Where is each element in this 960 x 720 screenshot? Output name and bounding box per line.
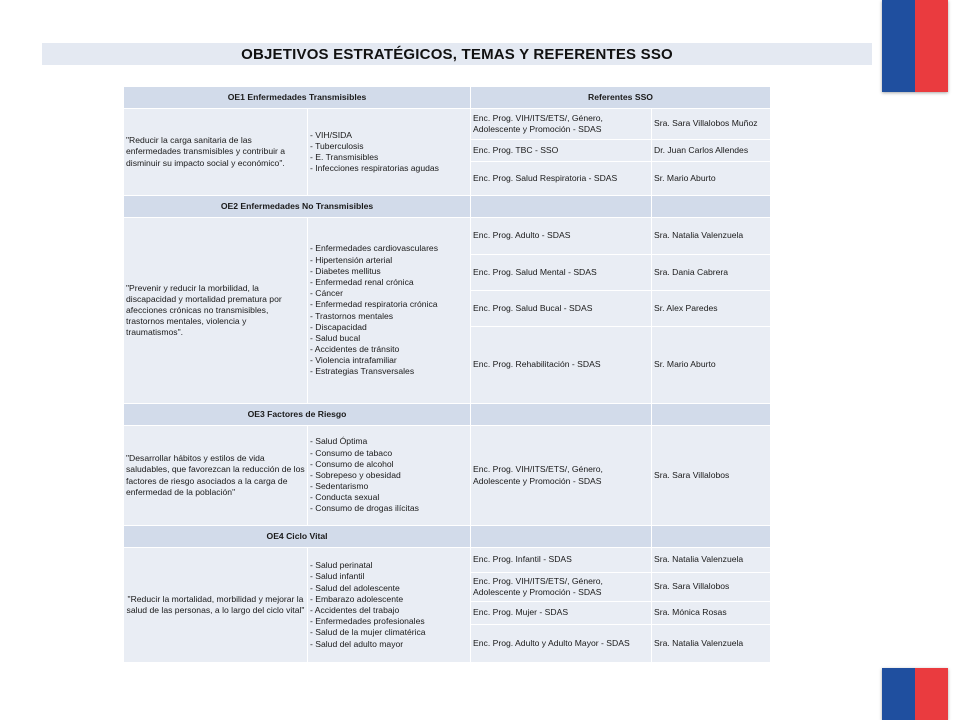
topic-item: - Enfermedades cardiovasculares <box>310 243 439 254</box>
topic-item: - Accidentes del trabajo <box>310 605 400 615</box>
person-cell: Dr. Juan Carlos Allendes <box>652 140 771 162</box>
topic-item: - Enfermedades profesionales <box>310 616 425 627</box>
referents-header: Referentes SSO <box>471 87 771 109</box>
program-cell: Enc. Prog. TBC - SSO <box>471 140 652 162</box>
table-row <box>124 426 771 526</box>
topic-item: - Salud bucal <box>310 332 361 343</box>
person-cell: Sra. Dania Cabrera <box>652 255 771 291</box>
section-header-row <box>124 196 771 218</box>
topic-item: - Tuberculosis <box>310 140 364 151</box>
topic-item: - Discapacidad <box>310 321 367 332</box>
topic-item: - Violencia intrafamiliar <box>310 355 397 366</box>
person-cell: Sr. Mario Aburto <box>652 162 771 196</box>
topic-item: - Cáncer <box>310 288 343 299</box>
table-row <box>124 548 771 573</box>
topic-item: - Enfermedad renal crónica <box>310 276 414 287</box>
person-cell: Sra. Sara Villalobos <box>652 426 771 526</box>
person-cell: Sr. Mario Aburto <box>652 327 771 404</box>
page-title: OBJETIVOS ESTRATÉGICOS, TEMAS Y REFERENTES SSO <box>241 45 673 63</box>
topic-item: - Consumo de drogas ilícitas <box>310 503 419 514</box>
topic-item: - Embarazo adolescente <box>310 593 404 604</box>
title-bar <box>42 43 872 65</box>
topic-item: - Diabetes mellitus <box>310 265 381 276</box>
topics-oe4 <box>308 548 471 663</box>
topic-item: - Trastornos mentales <box>310 310 394 321</box>
flag-logo-top <box>882 0 948 92</box>
section-header-oe4: OE4 Ciclo Vital <box>124 526 471 548</box>
topic-item: - VIH/SIDA <box>310 129 353 140</box>
section-header-row <box>124 87 771 109</box>
section-header-row <box>124 404 771 426</box>
topics-oe1 <box>308 109 471 196</box>
topic-item: - Salud Óptima <box>310 436 368 447</box>
topic-item: - Accidentes de tránsito <box>310 344 400 355</box>
program-cell: Enc. Prog. Infantil - SDAS <box>471 548 652 573</box>
person-cell: Sra. Natalia Valenzuela <box>652 218 771 255</box>
topic-item: - E. Transmisibles <box>310 152 379 162</box>
person-cell: Sra. Mónica Rosas <box>652 602 771 625</box>
objective-oe3: "Desarrollar hábitos y estilos de vida saludables, que favorezcan la reducción de los factores de riesgo asociados a la carga de enfermedad de la población" <box>124 426 308 526</box>
program-cell: Enc. Prog. VIH/ITS/ETS/, Género, Adolescente y Promoción - SDAS <box>471 426 652 526</box>
topic-item: - Consumo de alcohol <box>310 458 394 469</box>
program-cell: Enc. Prog. Adulto y Adulto Mayor - SDAS <box>471 625 652 663</box>
program-cell: Enc. Prog. Salud Mental - SDAS <box>471 255 652 291</box>
topics-oe2 <box>308 218 471 404</box>
flag-logo-bottom <box>882 668 948 720</box>
objective-oe1: "Reducir la carga sanitaria de las enfermedades transmisibles y contribuir a disminuir su impacto social y económico". <box>124 109 308 196</box>
topic-item: - Salud perinatal <box>310 560 373 571</box>
objective-oe2: "Prevenir y reducir la morbilidad, la discapacidad y mortalidad prematura por afecciones crónicas no transmisibles, trastornos mentales, violencia y traumatismos". <box>124 218 308 404</box>
topic-item: - Sedentarismo <box>310 481 369 492</box>
objectives-table <box>123 86 771 663</box>
table-row <box>124 109 771 140</box>
topic-item: - Enfermedad respiratoria crónica <box>310 299 438 310</box>
objective-oe4: "Reducir la mortalidad, morbilidad y mejorar la salud de las personas, a lo largo del ciclo vital" <box>124 548 308 663</box>
section-header-row <box>124 526 771 548</box>
program-cell: Enc. Prog. Rehabilitación - SDAS <box>471 327 652 404</box>
section-header-oe2: OE2 Enfermedades No Transmisibles <box>124 196 471 218</box>
topic-item: - Salud de la mujer climatérica <box>310 627 426 638</box>
topic-item: - Sobrepeso y obesidad <box>310 469 401 480</box>
program-cell: Enc. Prog. Salud Respiratoria - SDAS <box>471 162 652 196</box>
topic-item: - Hipertensión arterial <box>310 254 393 265</box>
person-cell: Sra. Sara Villalobos <box>652 573 771 602</box>
table-row <box>124 218 771 255</box>
topic-item: - Salud del adulto mayor <box>310 638 404 649</box>
program-cell: Enc. Prog. Mujer - SDAS <box>471 602 652 625</box>
section-header-oe1: OE1 Enfermedades Transmisibles <box>124 87 471 109</box>
topic-item: - Salud infantil <box>310 571 365 582</box>
program-cell: Enc. Prog. VIH/ITS/ETS/, Género, Adolescente y Promoción - SDAS <box>471 109 652 140</box>
topics-oe3 <box>308 426 471 526</box>
topic-item: - Infecciones respiratorias agudas <box>310 163 439 174</box>
topic-item: - Salud del adolescente <box>310 582 400 593</box>
section-header-oe3: OE3 Factores de Riesgo <box>124 404 471 426</box>
person-cell: Sr. Alex Paredes <box>652 291 771 327</box>
program-cell: Enc. Prog. Salud Bucal - SDAS <box>471 291 652 327</box>
program-cell: Enc. Prog. Adulto - SDAS <box>471 218 652 255</box>
topic-item: - Consumo de tabaco <box>310 447 393 458</box>
topic-item: - Estrategias Transversales <box>310 366 415 377</box>
person-cell: Sra. Natalia Valenzuela <box>652 625 771 663</box>
program-cell: Enc. Prog. VIH/ITS/ETS/, Género, Adolescente y Promoción - SDAS <box>471 573 652 602</box>
person-cell: Sra. Sara Villalobos Muñoz <box>652 109 771 140</box>
person-cell: Sra. Natalia Valenzuela <box>652 548 771 573</box>
topic-item: - Conducta sexual <box>310 492 380 503</box>
